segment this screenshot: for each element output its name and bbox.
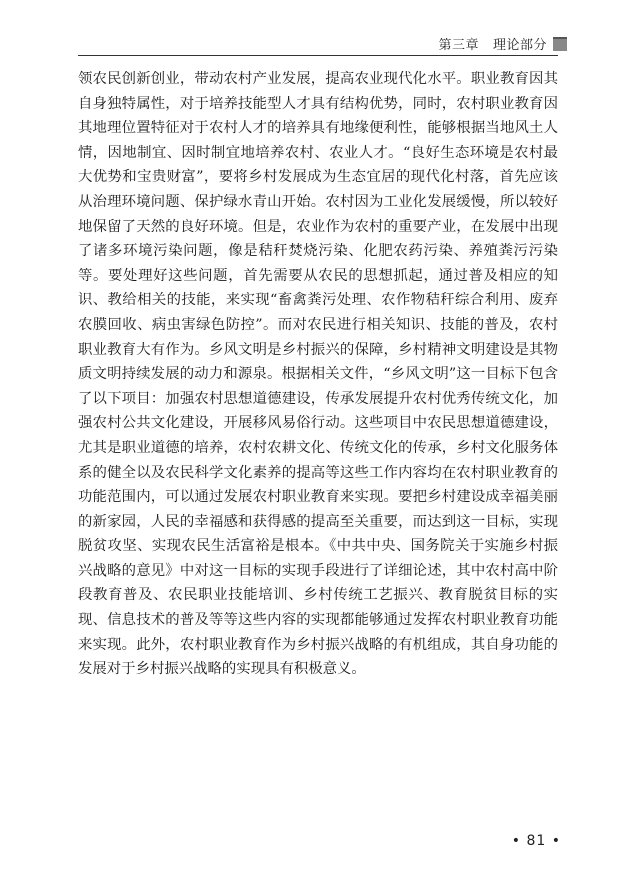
chapter-tab-icon [553, 37, 567, 51]
header-divider [78, 55, 558, 56]
section-label: 理论部分 [492, 38, 547, 53]
page-number: • 81 • [511, 833, 561, 849]
chapter-label: 第三章 [438, 38, 479, 53]
body-paragraph: 领农民创新创业，带动农村产业发展，提高农业现代化水平。职业教育因其自身独特属性，对于培养技能型人才具有结构优势，同时，农村职业教育因其地理位置特征对于农村人才的培养具有地缘便利性，能够根据当地风土人情，因地制宜、因时制宜地培养农村、农业人才。“良好生态环境是农村最大优势和宝贵财富”，要将乡村发展成为生态宜居的现代化村落，首先应该从治理环境问题、保护绿水青山开始。农村因为工业化发展缓慢，所以较好地保留了天然的良好环境。但是，农业作为农村的重要产业，在发展中出现了诸多环境污染问题，像是秸秆焚烧污染、化肥农药污染、养殖粪污污染等。要处理好这些问题，首先需要从农民的思想抓起，通过普及相应的知识、教给相关的技能，来实现“畜禽粪污处理、农作物秸秆综合利用、废弃农膜回收、病虫害绿色防控”。而对农民进行相关知识、技能的普及，农村职业教育大有作为。乡风文明是乡村振兴的保障，乡村精神文明建设是其物质文明持续发展的动力和源泉。根据相关文件，“乡风文明”这一目标下包含了以下项目：加强农村思想道德建设，传承发展提升农村优秀传统文化，加强农村公共文化建设，开展移风易俗行动。这些项目中农民思想道德建设，尤其是职业道德的培养，农村农耕文化、传统文化的传承，乡村文化服务体系的健全以及农民科学文化素养的提高等这些工作内容均在农村职业教育的功能范围内，可以通过发展农村职业教育来实现。要把乡村建设成幸福美丽的新家园，人民的幸福感和获得感的提高至关重要，而达到这一目标，实现脱贫攻坚、实现农民生活富裕是根本。《中共中央、国务院关于实施乡村振兴战略的意见》中对这一目标的实现手段进行了详细论述，其中农村高中阶段教育普及、农民职业技能培训、乡村传统工艺振兴、教育脱贫目标的实现、信息技术的普及等等这些内容的实现都能够通过发挥农村职业教育功能来实现。此外，农村职业教育作为乡村振兴战略的有机组成，其自身功能的发展对于乡村振兴战略的实现具有积极意义。 [78, 71, 558, 678]
running-header [438, 34, 567, 53]
